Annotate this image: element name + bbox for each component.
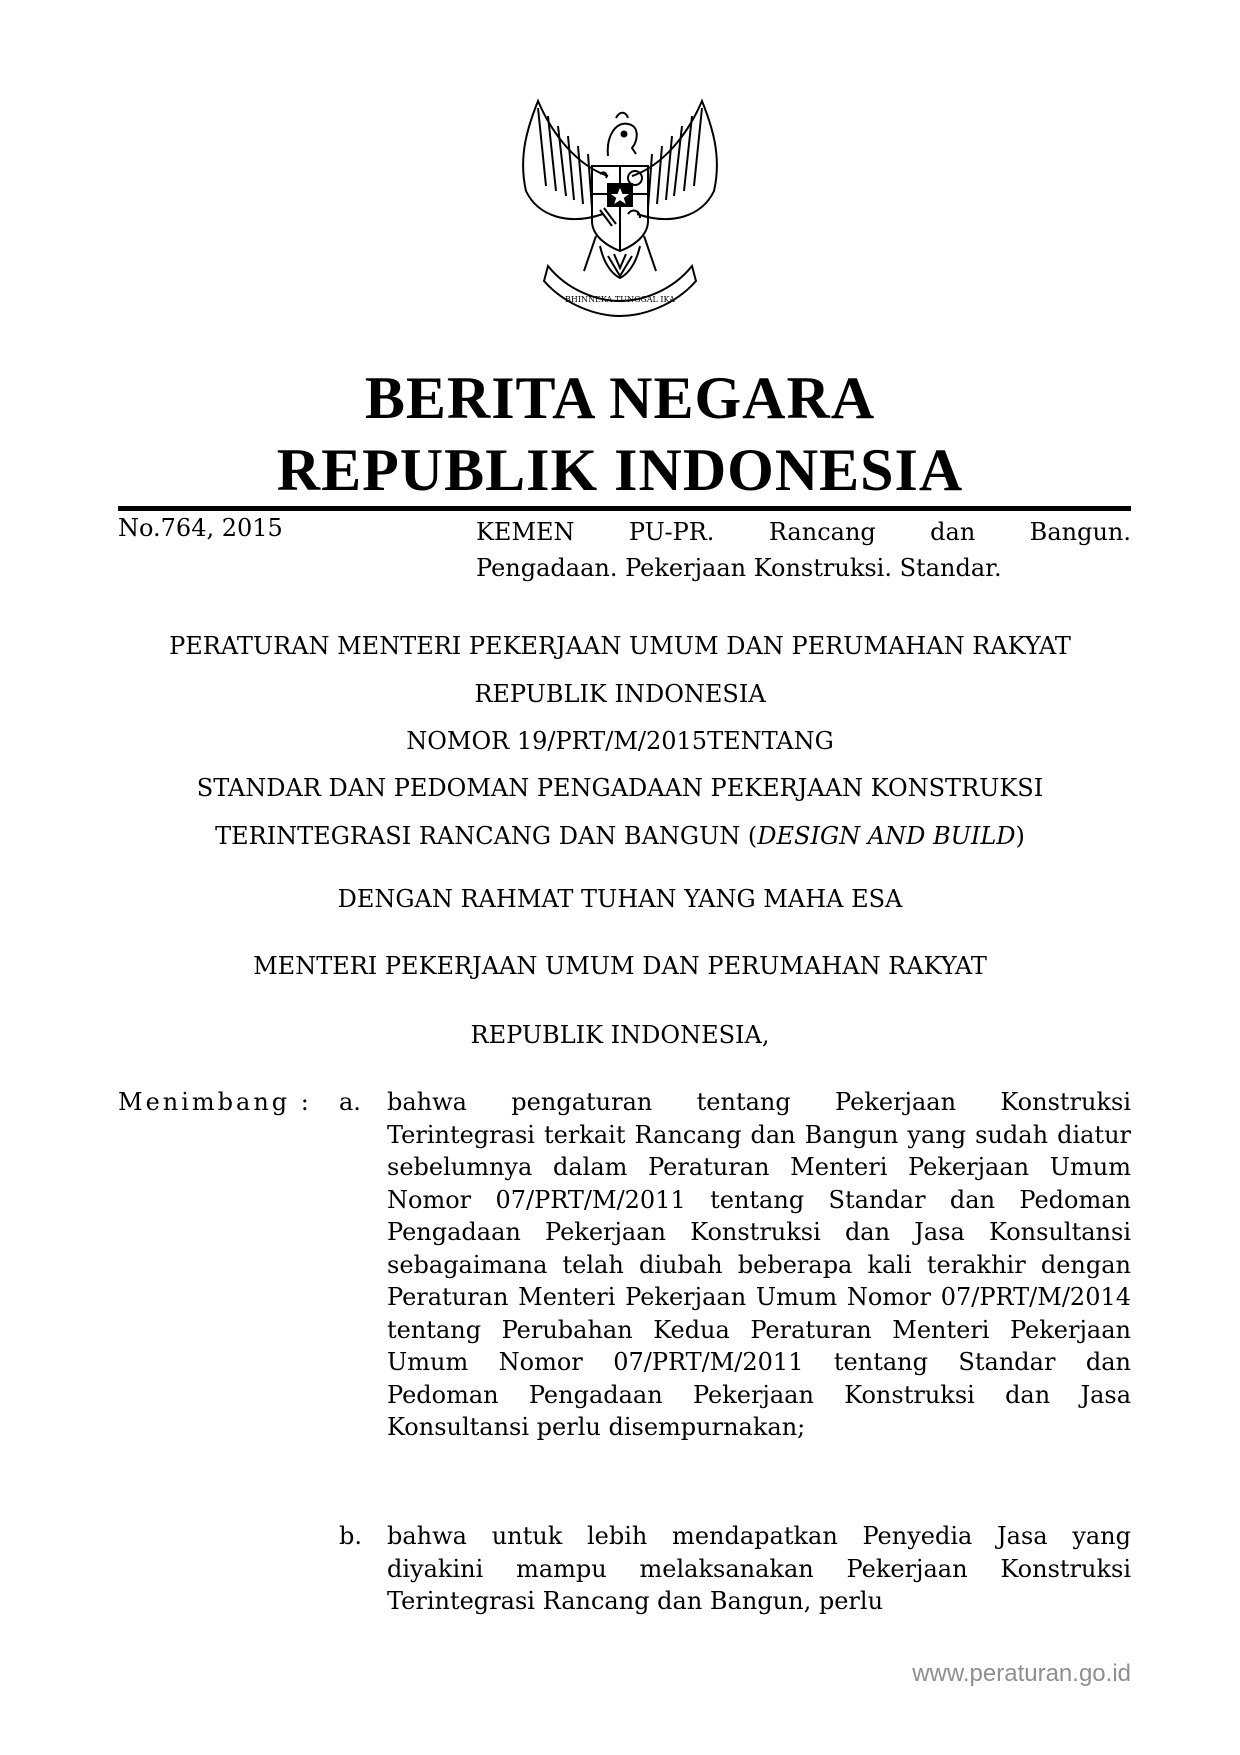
preamble-invocation: DENGAN RAHMAT TUHAN YANG MAHA ESA — [337, 885, 903, 913]
regulation-title-line1: PERATURAN MENTERI PEKERJAAN UMUM DAN PERUMAHAN RAKYAT — [169, 632, 1071, 660]
gazette-description — [476, 514, 1131, 586]
considering-item-text: bahwa untuk lebih mendapatkan Penyedia Jasa yang diyakini mampu melaksanakan Pekerjaan Konstruksi Terintegrasi Rancang dan Bangun, perlu — [387, 1522, 1131, 1615]
regulation-number: NOMOR 19/PRT/M/2015TENTANG — [406, 727, 834, 755]
regulation-subject-line1: STANDAR DAN PEDOMAN PENGADAAN PEKERJAAN KONSTRUKSI — [196, 774, 1044, 802]
preamble-minister: MENTERI PEKERJAAN UMUM DAN PERUMAHAN RAKYAT — [253, 952, 987, 980]
gazette-description-line1: KEMEN PU-PR. Rancang dan Bangun. — [476, 518, 1131, 546]
gazette-title-line1: BERITA NEGARA — [364, 365, 876, 431]
considering-item-letter: b. — [339, 1522, 362, 1550]
regulation-subject-line2 — [0, 822, 1240, 850]
regulation-subject-italic: DESIGN AND BUILD — [757, 822, 1016, 850]
gazette-title-line2: REPUBLIK INDONESIA — [276, 437, 964, 503]
garuda-pancasila-emblem-icon — [508, 96, 732, 320]
considering-label: Menimbang : — [118, 1088, 312, 1116]
considering-item-letter: a. — [339, 1088, 361, 1116]
header-divider — [118, 506, 1131, 511]
preamble-country: REPUBLIK INDONESIA, — [470, 1021, 770, 1049]
regulation-subject-prefix: TERINTEGRASI RANCANG DAN BANGUN ( — [215, 822, 758, 850]
gazette-description-line2: Pengadaan. Pekerjaan Konstruksi. Standar. — [476, 554, 1002, 582]
considering-item-text: bahwa pengaturan tentang Pekerjaan Konstruksi Terintegrasi terkait Rancang dan Bangun yang sudah diatur sebelumnya dalam Peraturan Menteri Pekerjaan Umum Nomor 07/PRT/M/2011 tentang Standar dan Pedoman Pengadaan Pekerjaan Konstruksi dan Jasa Konsultansi sebagaimana telah diubah beberapa kali terakhir dengan Peraturan Menteri Pekerjaan Umum Nomor 07/PRT/M/2014 tentang Perubahan Kedua Peraturan Menteri Pekerjaan Umum Nomor 07/PRT/M/2011 tentang Standar dan Pedoman Pengadaan Pekerjaan Konstruksi dan Jasa Konsultansi perlu disempurnakan; — [387, 1088, 1131, 1441]
emblem-motto: BHINNEKA TUNGGAL IKA — [565, 295, 675, 304]
regulation-subject-suffix: ) — [1015, 822, 1025, 850]
regulation-title-line2: REPUBLIK INDONESIA — [474, 680, 766, 708]
footer-website: www.peraturan.go.id — [912, 1660, 1131, 1687]
gazette-number: No.764, 2015 — [118, 514, 283, 542]
